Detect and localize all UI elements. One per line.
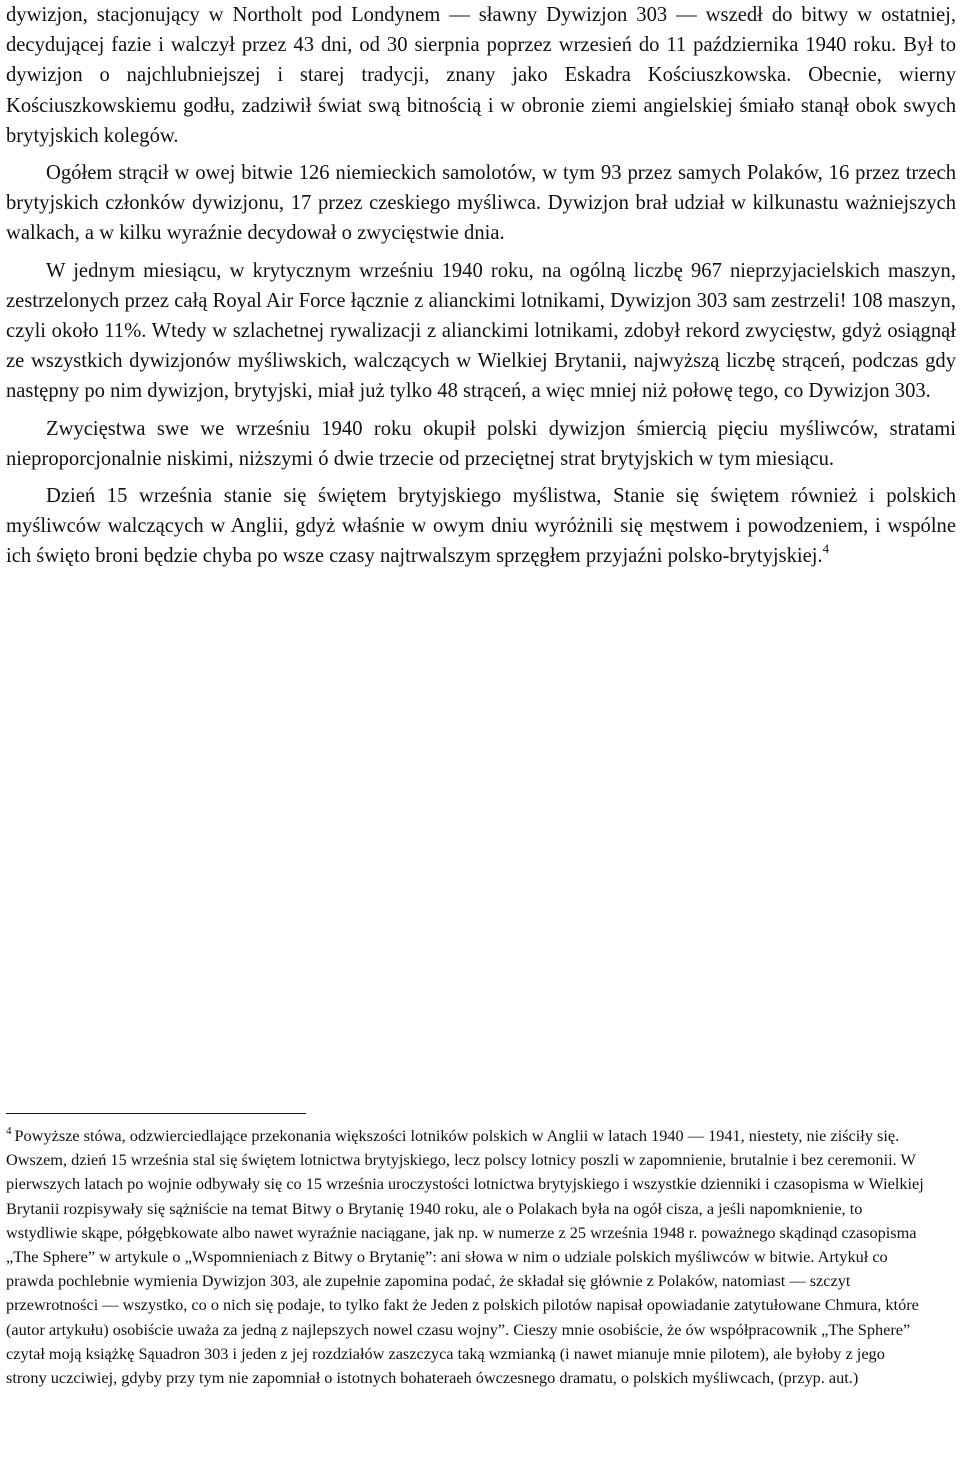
paragraph-1: dywizjon, stacjonujący w Northolt pod Londynem — sławny Dywizjon 303 — wszedł do bitwy w ostatniej, decydującej fazie i walczył przez 43 dni, od 30 sierpnia poprzez wrzesień do 11 października 1940 roku. Był to dywizjon o najchlubniejszej i starej tradycji, znany jako Eskadra Kościuszkowska. Obecnie, wierny Kościuszkowskiemu godłu, zadziwił świat swą bitnością i w obronie ziemi angielskiej śmiało stanął obok swych brytyjskich kolegów. [6, 4, 956, 147]
paragraph-2: Ogółem strącił w owej bitwie 126 niemieckich samolotów, w tym 93 przez samych Polaków, 16 przez trzech brytyjskich członków dywizjonu, 17 przez czeskiego myśliwca. Dywizjon brał udział w kilkunastu ważniejszych walkach, a w kilku wyraźnie decydował o zwycięstwie dnia. [6, 162, 956, 245]
paragraph-5 [6, 481, 956, 572]
footnote-divider [6, 1113, 306, 1114]
footnote-mark: 4 [6, 1125, 12, 1137]
paragraph-3: W jednym miesiącu, w krytycznym wrześniu 1940 roku, na ogólną liczbę 967 nieprzyjacielskich maszyn, zestrzelonych przez całą Royal Air Force łącznie z alianckimi lotnikami, Dywizjon 303 sam zestrzeli! 108 maszyn, czyli około 11%. Wtedy w szlachetnej rywalizacji z alianckimi lotnikami, zdobył rekord zwycięstw, gdyż osiągnął ze wszystkich dywizjonów myśliwskich, walczących w Wielkiej Brytanii, najwyższą liczbę strąceń, podczas gdy następny po nim dywizjon, brytyjski, miał już tylko 48 strąceń, a więc mniej niż połowę tego, co Dywizjon 303. [6, 259, 956, 403]
paragraph-5-text: Dzień 15 września stanie się świętem brytyjskiego myślistwa, Stanie się świętem również i polskich myśliwców walczących w Anglii, gdyż właśnie w owym dniu wyróżnili się męstwem i powodzeniem, i wspólne ich święto broni będzie chyba po wsze czasy najtrwalszym sprzęgłem przyjaźni polsko-brytyjskiej. [6, 485, 956, 568]
paragraph-4: Zwycięstwa swe we wrześniu 1940 roku okupił polski dywizjon śmiercią pięciu myśliwców, stratami nieproporcjonalnie niskimi, niższymi ó dwie trzecie od przeciętnej strat brytyjskich w tym miesiącu. [6, 417, 956, 470]
footnote [6, 1124, 926, 1390]
document-page [6, 0, 956, 572]
footnote-text: Powyższe stówa, odzwierciedlające przekonania większości lotników polskich w Anglii w latach 1940 — 1941, niestety, nie ziściły się. Owszem, dzień 15 września stal się świętem lotnictwa brytyjskiego, lecz polscy lotnicy poszli w zapomnienie, brutalnie i bez ceremonii. W pierwszych latach po wojnie odbywały się co 15 września uroczystości lotnictwa brytyjskiego i wszystkie dzienniki i czasopisma w Wielkiej Brytanii rozpisywały się sążniście na temat Bitwy o Brytanię 1940 roku, ale o Polakach była na ogół cisza, a jeśli napomknienie, to wstydliwie skąpe, półgębkowate albo nawet wyraźnie naciągane, jak np. w numerze z 25 września 1948 r. poważnego skądinąd czasopisma „The Sphere” w artykule o „Wspomnieniach z Bitwy o Brytanię”: ani słowa w nim o udziale polskich myśliwców w bitwie. Artykuł co prawda pochlebnie wymienia Dywizjon 303, ale zupełnie zapomina podać, że składał się głównie z Polaków, natomiast — szczyt przewrotności — wszystko, co o nich się podaje, to tylko fakt że Jeden z polskich pilotów napisał opowiadanie zatytułowane Chmura, które (autor artykułu) osobiście uważa za jedną z najlepszych nowel czasu wojny”. Cieszy mnie osobiście, że ów współpracownik „The Sphere” czytał moją książkę Sąuadron 303 i jeden z jej rozdziałów zaszczyca taką wzmianką (i nawet mianuje mnie pilotem), ale byłoby z jego strony uczciwiej, gdyby przy tym nie zapomniał o istotnych bohateraeh ówczesnego dramatu, o polskich myśliwcach, (przyp. aut.) [6, 1126, 924, 1388]
main-text [6, 0, 956, 572]
footnote-reference[interactable]: 4 [822, 541, 830, 557]
